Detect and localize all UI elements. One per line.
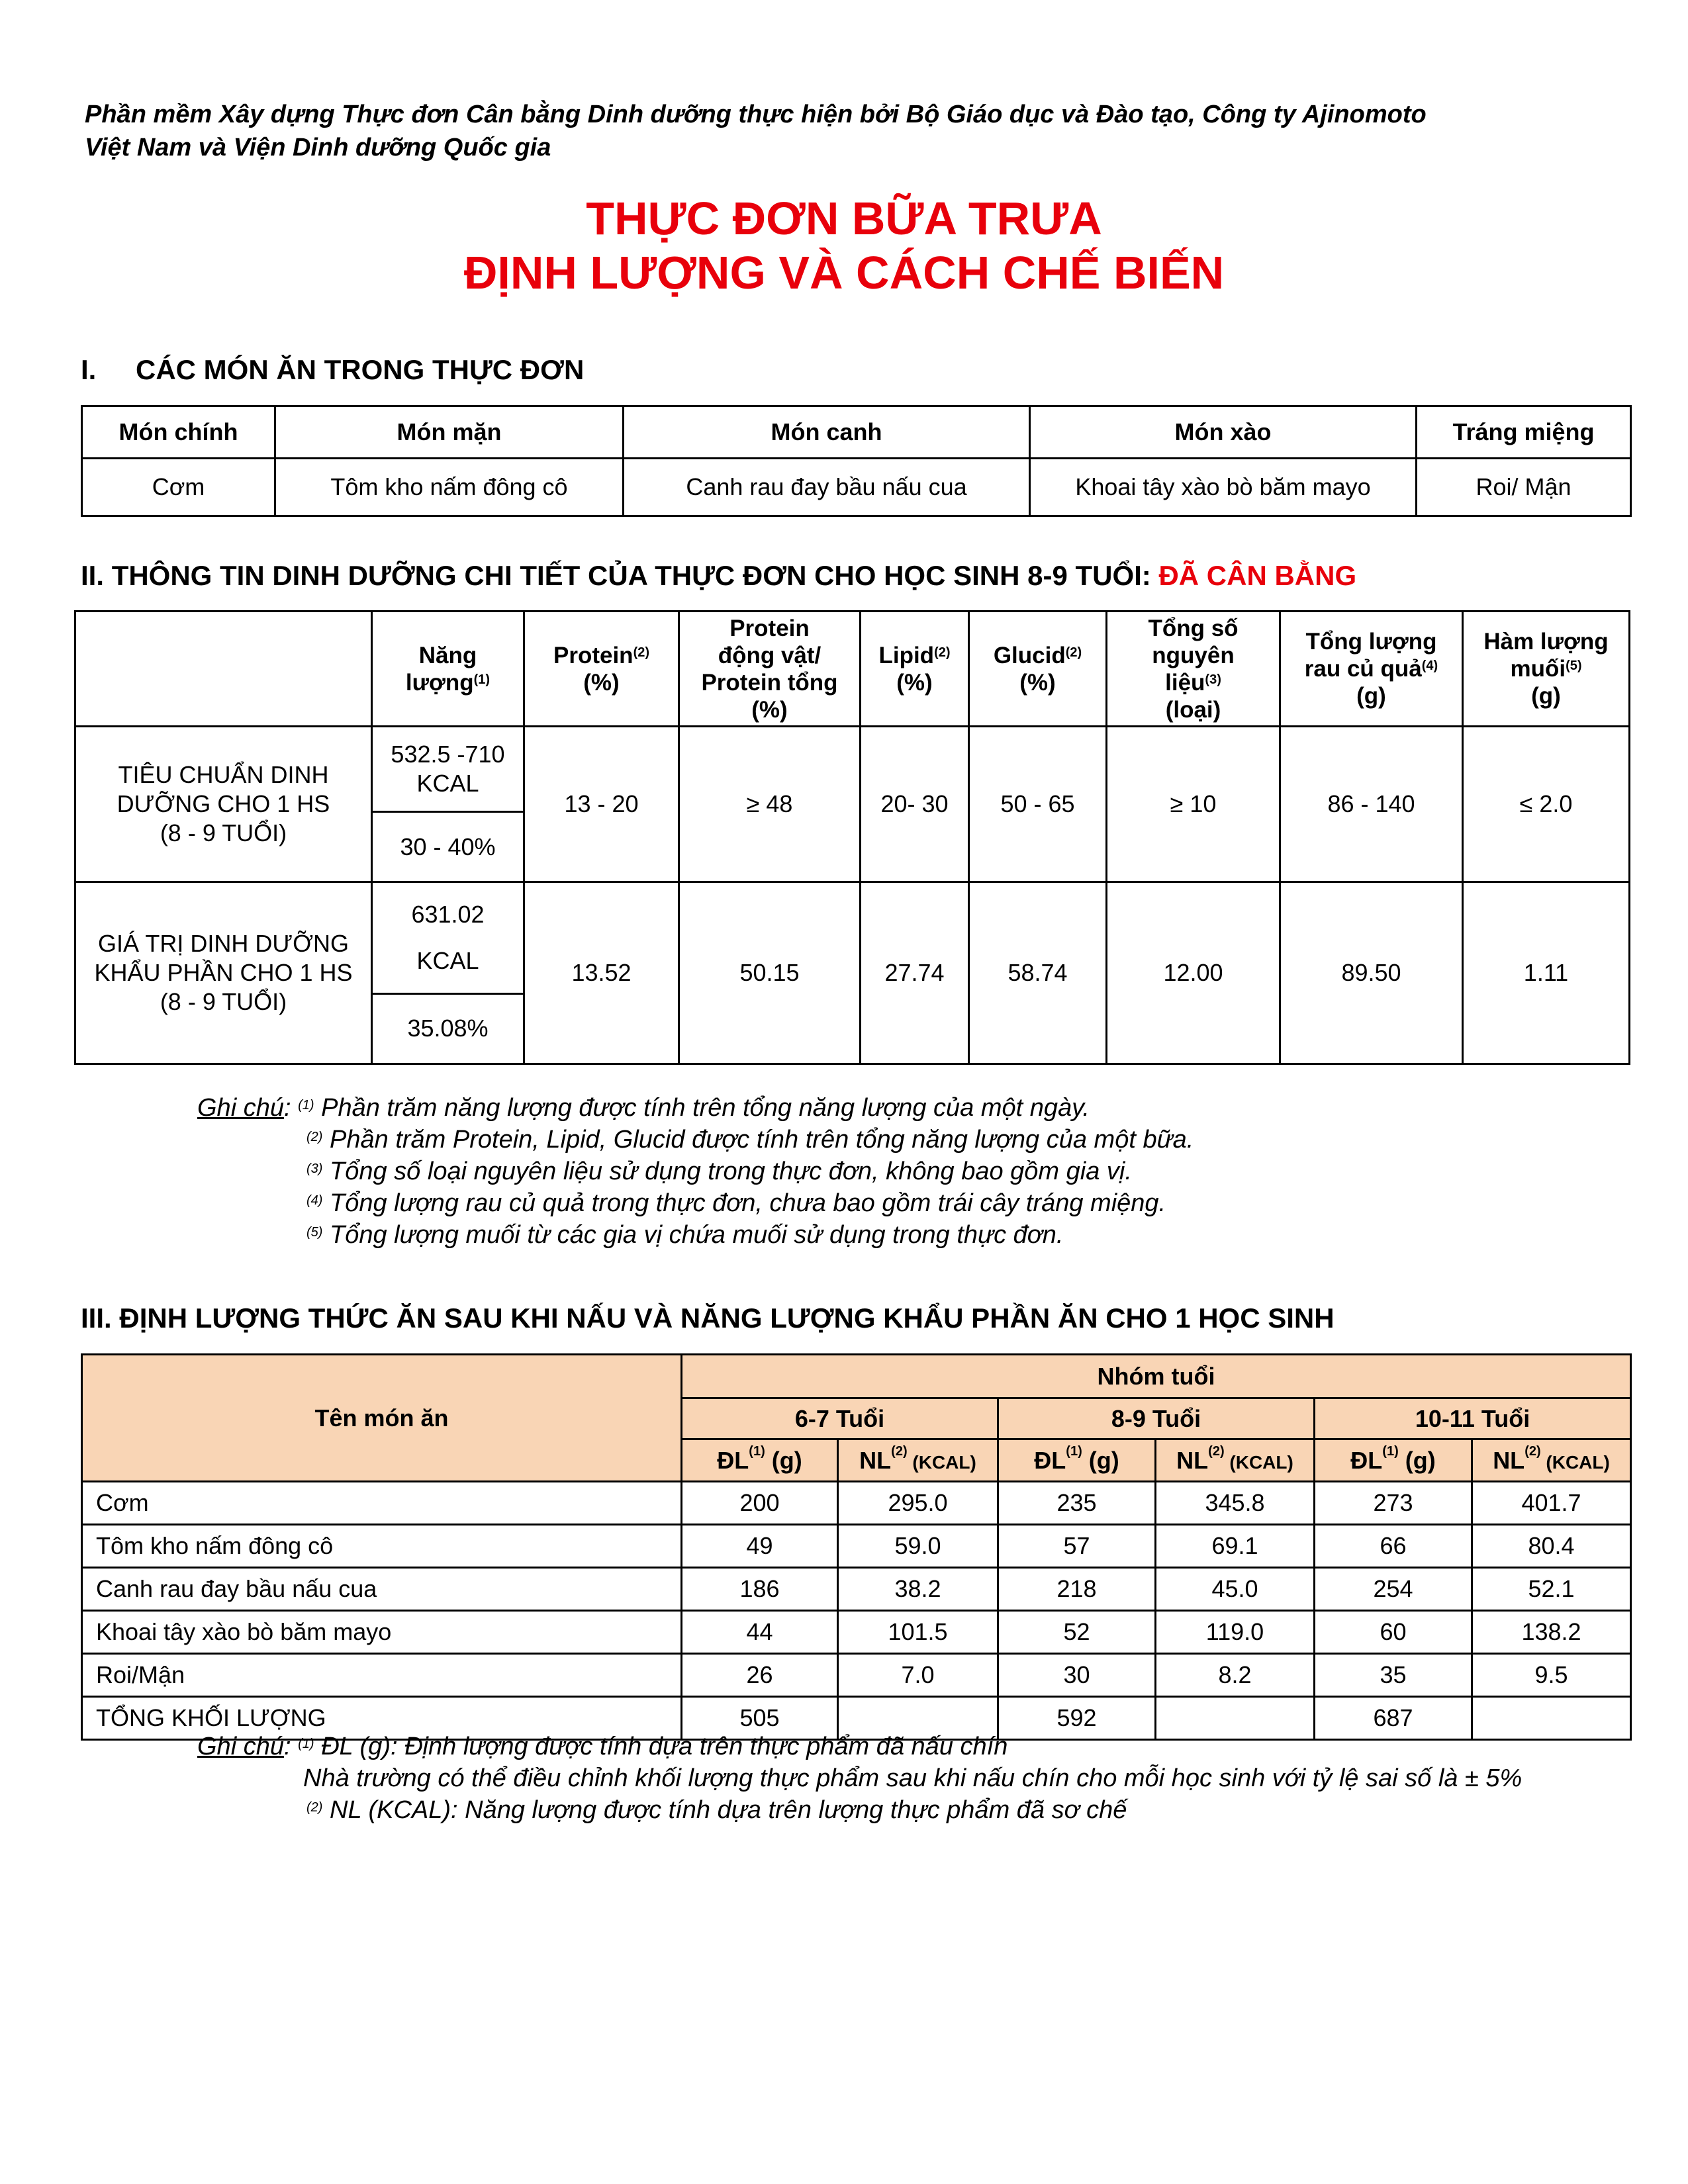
header-ing-line3 — [1107, 669, 1279, 696]
header-blank — [75, 612, 372, 727]
header-animal-line2: động vật/ — [718, 642, 821, 668]
dl-label: ĐL — [1350, 1446, 1383, 1474]
value-label-line2: KHẨU PHẦN CHO 1 HS — [94, 959, 353, 986]
header-energy-text: lượng — [405, 669, 474, 696]
header-glucid-sup: (2) — [1065, 645, 1082, 660]
value-cell: 38.2 — [838, 1568, 998, 1611]
note-3-sup: (3) — [306, 1161, 323, 1176]
note-5-sup: (5) — [306, 1225, 323, 1240]
notes-1-label: Ghi chú — [197, 1094, 284, 1122]
value-cell: 9.5 — [1472, 1654, 1631, 1697]
header-nl-8-9 — [1156, 1439, 1315, 1482]
note-1-sup: (1) — [298, 1098, 314, 1113]
dl-label: ĐL — [1034, 1446, 1066, 1474]
header-glucid — [969, 612, 1107, 727]
header-veg-unit: (g) — [1356, 683, 1386, 709]
value-cell: 59.0 — [838, 1525, 998, 1568]
value-cell: 235 — [998, 1482, 1156, 1525]
header-protein-line1 — [525, 642, 678, 669]
stirfry-dish-value: Khoai tây xào bò băm mayo — [1030, 459, 1417, 516]
header-age-group: Nhóm tuổi — [682, 1355, 1631, 1398]
header-lipid-text: Lipid — [878, 642, 935, 668]
table-row — [82, 1568, 1631, 1611]
notes-2-label: Ghi chú — [197, 1733, 284, 1760]
value-cell: 7.0 — [838, 1654, 998, 1697]
header-protein-unit: (%) — [583, 669, 620, 696]
note-5 — [197, 1219, 1194, 1251]
savory-dish-value: Tôm kho nấm đông cô — [275, 459, 624, 516]
header-protein-sup: (2) — [633, 645, 650, 660]
header-salt-line1: Hàm lượng — [1483, 629, 1609, 655]
note-2-text: Phần trăm Protein, Lipid, Glucid được tính trên tổng năng lượng của một bữa. — [330, 1126, 1194, 1154]
value-energy — [372, 882, 524, 1064]
value-glucid: 58.74 — [969, 882, 1107, 1064]
title-line-1: THỰC ĐƠN BỮA TRƯA — [586, 193, 1102, 244]
value-energy-kcal-unit: KCAL — [416, 946, 479, 974]
value-cell: 57 — [998, 1525, 1156, 1568]
notes-1-colon: : — [283, 1094, 291, 1122]
header-dessert: Tráng miệng — [1417, 406, 1631, 459]
value-cell: 687 — [1315, 1697, 1472, 1740]
intro-text — [85, 98, 1607, 164]
note2-line3 — [197, 1794, 1522, 1826]
nl-sup: (2) — [1524, 1443, 1541, 1459]
value-cell: 30 — [998, 1654, 1156, 1697]
table-row — [82, 1482, 1631, 1525]
nl-label: NL — [1493, 1446, 1525, 1474]
value-cell: 592 — [998, 1697, 1156, 1740]
nl-unit: (KCAL) — [1540, 1451, 1610, 1473]
value-cell: 200 — [682, 1482, 838, 1525]
header-glucid-line1 — [970, 642, 1105, 669]
header-salt — [1463, 612, 1630, 727]
value-cell: 52 — [998, 1611, 1156, 1654]
header-veg-line2 — [1281, 655, 1462, 682]
nl-sup: (2) — [1208, 1443, 1225, 1459]
menu-values-row — [82, 459, 1631, 516]
value-protein: 13.52 — [524, 882, 679, 1064]
standard-label-line2: DƯỠNG CHO 1 HS — [117, 790, 330, 817]
dish-name-cell: TỔNG KHỐI LƯỢNG — [82, 1697, 682, 1740]
dish-name-cell: Canh rau đay bầu nấu cua — [82, 1568, 682, 1611]
value-cell: 69.1 — [1156, 1525, 1315, 1568]
note-5-text: Tổng lượng muối từ các gia vị chứa muối sử dụng trong thực đơn. — [330, 1221, 1064, 1249]
value-salt: 1.11 — [1463, 882, 1630, 1064]
header-nl-6-7 — [838, 1439, 998, 1482]
header-energy-line1: Năng — [418, 642, 477, 668]
value-cell: 80.4 — [1472, 1525, 1631, 1568]
header-animal-line1: Protein — [729, 615, 810, 641]
value-cell: 295.0 — [838, 1482, 998, 1525]
dl-label: ĐL — [717, 1446, 749, 1474]
nl-label: NL — [859, 1446, 892, 1474]
header-dl-10-11 — [1315, 1439, 1472, 1482]
notes-2-colon: : — [283, 1733, 291, 1760]
dl-unit: (g) — [1082, 1446, 1119, 1474]
header-age-10-11: 10-11 Tuổi — [1315, 1398, 1631, 1439]
value-cell: 119.0 — [1156, 1611, 1315, 1654]
value-energy-percent: 35.08% — [407, 1015, 489, 1042]
nutrition-header-row — [75, 612, 1630, 727]
note-2 — [197, 1124, 1194, 1156]
note2-2-sup: (2) — [306, 1800, 323, 1815]
value-label-line3: (8 - 9 TUỔI) — [160, 988, 287, 1015]
table-row — [82, 1611, 1631, 1654]
value-cell: 186 — [682, 1568, 838, 1611]
value-cell: 66 — [1315, 1525, 1472, 1568]
dish-name-cell: Cơm — [82, 1482, 682, 1525]
standard-energy-kcal-value: 532.5 -710 — [391, 741, 505, 768]
nl-label: NL — [1176, 1446, 1209, 1474]
header-salt-line2 — [1464, 655, 1628, 682]
standard-protein: 13 - 20 — [524, 727, 679, 882]
header-veg-sup: (4) — [1421, 659, 1438, 673]
header-protein-text: Protein — [553, 642, 633, 668]
header-age-6-7: 6-7 Tuổi — [682, 1398, 998, 1439]
header-veg-line1: Tổng lượng — [1305, 629, 1437, 655]
header-glucid-text: Glucid — [993, 642, 1066, 668]
notes-1 — [197, 1092, 1194, 1251]
header-lipid-sup: (2) — [934, 645, 951, 660]
header-age-8-9: 8-9 Tuổi — [998, 1398, 1315, 1439]
dl-unit: (g) — [765, 1446, 802, 1474]
header-dl-8-9 — [998, 1439, 1156, 1482]
intro-line-1: Phần mềm Xây dựng Thực đơn Cân bằng Dinh dưỡng thực hiện bởi Bộ Giáo dục và Đào tạo, Công ty Ajinomoto — [85, 101, 1427, 128]
value-cell: 254 — [1315, 1568, 1472, 1611]
standard-vegetables: 86 - 140 — [1280, 727, 1463, 882]
standard-ingredients: ≥ 10 — [1107, 727, 1280, 882]
header-ing-line1: Tổng số — [1148, 615, 1239, 641]
header-nl-10-11 — [1472, 1439, 1631, 1482]
header-vegetables — [1280, 612, 1463, 727]
value-cell: 49 — [682, 1525, 838, 1568]
nl-unit: (KCAL) — [1224, 1451, 1293, 1473]
header-main-dish: Món chính — [82, 406, 275, 459]
header-ing-line2: nguyên — [1152, 642, 1235, 668]
header-salt-sup: (5) — [1566, 659, 1582, 673]
header-stirfry-dish: Món xào — [1030, 406, 1417, 459]
value-cell: 218 — [998, 1568, 1156, 1611]
value-energy-split — [373, 883, 523, 1063]
section-1-heading: CÁC MÓN ĂN TRONG THỰC ĐƠN — [136, 354, 585, 385]
standard-row — [75, 727, 1630, 882]
nutrition-table — [74, 610, 1630, 1065]
standard-energy — [372, 727, 524, 882]
value-cell: 8.2 — [1156, 1654, 1315, 1697]
header-glucid-unit: (%) — [1019, 669, 1056, 696]
header-energy — [372, 612, 524, 727]
dish-name-cell: Roi/Mận — [82, 1654, 682, 1697]
note-1-line1 — [197, 1092, 1194, 1124]
header-lipid-line1 — [861, 642, 968, 669]
dish-name-cell: Khoai tây xào bò băm mayo — [82, 1611, 682, 1654]
standard-energy-split — [373, 727, 523, 881]
note-4-text: Tổng lượng rau củ quả trong thực đơn, chưa bao gồm trái cây tráng miệng. — [330, 1189, 1166, 1217]
portion-header-row-1 — [82, 1355, 1631, 1398]
note-2-sup: (2) — [306, 1130, 323, 1144]
section-1-number: I. — [81, 354, 97, 385]
standard-label-line1: TIÊU CHUẨN DINH — [118, 761, 329, 788]
menu-dishes-table — [81, 405, 1632, 517]
header-lipid — [861, 612, 969, 727]
section-2-heading: THÔNG TIN DINH DƯỠNG CHI TIẾT CỦA THỰC ĐƠN CHO HỌC SINH 8-9 TUỔI: — [111, 560, 1151, 591]
dl-sup: (1) — [749, 1443, 765, 1459]
portion-body — [82, 1482, 1631, 1740]
standard-glucid: 50 - 65 — [969, 727, 1107, 882]
value-cell: 26 — [682, 1654, 838, 1697]
note2-line1 — [197, 1731, 1522, 1762]
menu-header-row — [82, 406, 1631, 459]
header-energy-line2 — [373, 669, 523, 696]
table-row — [82, 1525, 1631, 1568]
value-cell: 44 — [682, 1611, 838, 1654]
dl-sup: (1) — [1066, 1443, 1082, 1459]
section-3-number: III. — [81, 1302, 112, 1334]
note2-1-sup: (1) — [298, 1737, 314, 1751]
standard-label — [75, 727, 372, 882]
dl-unit: (g) — [1398, 1446, 1436, 1474]
portion-table — [81, 1353, 1632, 1741]
nl-sup: (2) — [891, 1443, 908, 1459]
note-3 — [197, 1156, 1194, 1187]
header-protein — [524, 612, 679, 727]
standard-lipid: 20- 30 — [861, 727, 969, 882]
value-cell: 60 — [1315, 1611, 1472, 1654]
header-salt-text: muối — [1510, 656, 1566, 682]
header-ing-sup: (3) — [1205, 672, 1221, 687]
standard-animal-protein: ≥ 48 — [679, 727, 861, 882]
title-line-2: ĐỊNH LƯỢNG VÀ CÁCH CHẾ BIẾN — [463, 247, 1225, 298]
balanced-status: ĐÃ CÂN BẰNG — [1158, 560, 1357, 591]
standard-energy-kcal-unit: KCAL — [416, 770, 479, 797]
section-2-title — [81, 560, 1356, 592]
standard-energy-kcal — [373, 727, 523, 813]
standard-energy-percent: 30 - 40% — [400, 833, 496, 860]
value-lipid: 27.74 — [861, 882, 969, 1064]
header-dish-name: Tên món ăn — [82, 1355, 682, 1482]
notes-2 — [197, 1731, 1522, 1826]
note-4 — [197, 1187, 1194, 1219]
header-animal-protein — [679, 612, 861, 727]
note2-1-text: ĐL (g): Định lượng được tính dựa trên thực phẩm đã nấu chín — [321, 1733, 1008, 1760]
value-animal-protein: 50.15 — [679, 882, 861, 1064]
intro-line-2: Việt Nam và Viện Dinh dưỡng Quốc gia — [85, 134, 551, 161]
header-lipid-unit: (%) — [896, 669, 933, 696]
value-ingredients: 12.00 — [1107, 882, 1280, 1064]
standard-salt: ≤ 2.0 — [1463, 727, 1630, 882]
header-animal-unit: (%) — [751, 696, 788, 723]
value-vegetables: 89.50 — [1280, 882, 1463, 1064]
value-row — [75, 882, 1630, 1064]
note-1-text: Phần trăm năng lượng được tính trên tổng năng lượng của một ngày. — [321, 1094, 1090, 1122]
value-label-line1: GIÁ TRỊ DINH DƯỠNG — [98, 930, 349, 957]
header-energy-sup: (1) — [473, 672, 491, 687]
header-soup-dish: Món canh — [624, 406, 1030, 459]
standard-label-line3: (8 - 9 TUỔI) — [160, 819, 287, 846]
value-cell: 138.2 — [1472, 1611, 1631, 1654]
section-3-heading: ĐỊNH LƯỢNG THỨC ĂN SAU KHI NẤU VÀ NĂNG LƯỢNG KHẨU PHẦN ĂN CHO 1 HỌC SINH — [119, 1302, 1335, 1334]
note-4-sup: (4) — [306, 1193, 323, 1208]
dessert-value: Roi/ Mận — [1417, 459, 1631, 516]
header-veg-text: rau củ quả — [1304, 656, 1422, 682]
value-energy-kcal-value: 631.02 — [411, 900, 485, 928]
header-ingredients — [1107, 612, 1280, 727]
note2-line2: Nhà trường có thể điều chỉnh khối lượng thực phẩm sau khi nấu chín cho mỗi học sinh với tỷ lệ sai số là ± 5% — [303, 1764, 1523, 1792]
value-energy-kcal — [373, 883, 523, 995]
soup-dish-value: Canh rau đay bầu nấu cua — [624, 459, 1030, 516]
value-cell: 35 — [1315, 1654, 1472, 1697]
note-3-text: Tổng số loại nguyên liệu sử dụng trong thực đơn, không bao gồm gia vị. — [330, 1158, 1132, 1185]
main-dish-value: Cơm — [82, 459, 275, 516]
value-cell: 273 — [1315, 1482, 1472, 1525]
section-2-number: II. — [81, 560, 105, 591]
value-cell: 52.1 — [1472, 1568, 1631, 1611]
value-cell: 505 — [682, 1697, 838, 1740]
header-ing-text: liệu — [1165, 669, 1205, 696]
header-salt-unit: (g) — [1531, 683, 1561, 709]
header-savory-dish: Món mặn — [275, 406, 624, 459]
table-row — [82, 1654, 1631, 1697]
header-animal-line3: Protein tổng — [701, 669, 838, 696]
nl-unit: (KCAL) — [907, 1451, 976, 1473]
header-ing-unit: (loại) — [1165, 696, 1221, 723]
dish-name-cell: Tôm kho nấm đông cô — [82, 1525, 682, 1568]
note2-2-text: NL (KCAL): Năng lượng được tính dựa trên lượng thực phẩm đã sơ chế — [330, 1796, 1127, 1824]
value-cell: 101.5 — [838, 1611, 998, 1654]
section-3-title — [81, 1302, 1335, 1334]
dl-sup: (1) — [1382, 1443, 1399, 1459]
header-dl-6-7 — [682, 1439, 838, 1482]
value-cell: 401.7 — [1472, 1482, 1631, 1525]
value-cell: 345.8 — [1156, 1482, 1315, 1525]
value-label — [75, 882, 372, 1064]
value-cell: 45.0 — [1156, 1568, 1315, 1611]
